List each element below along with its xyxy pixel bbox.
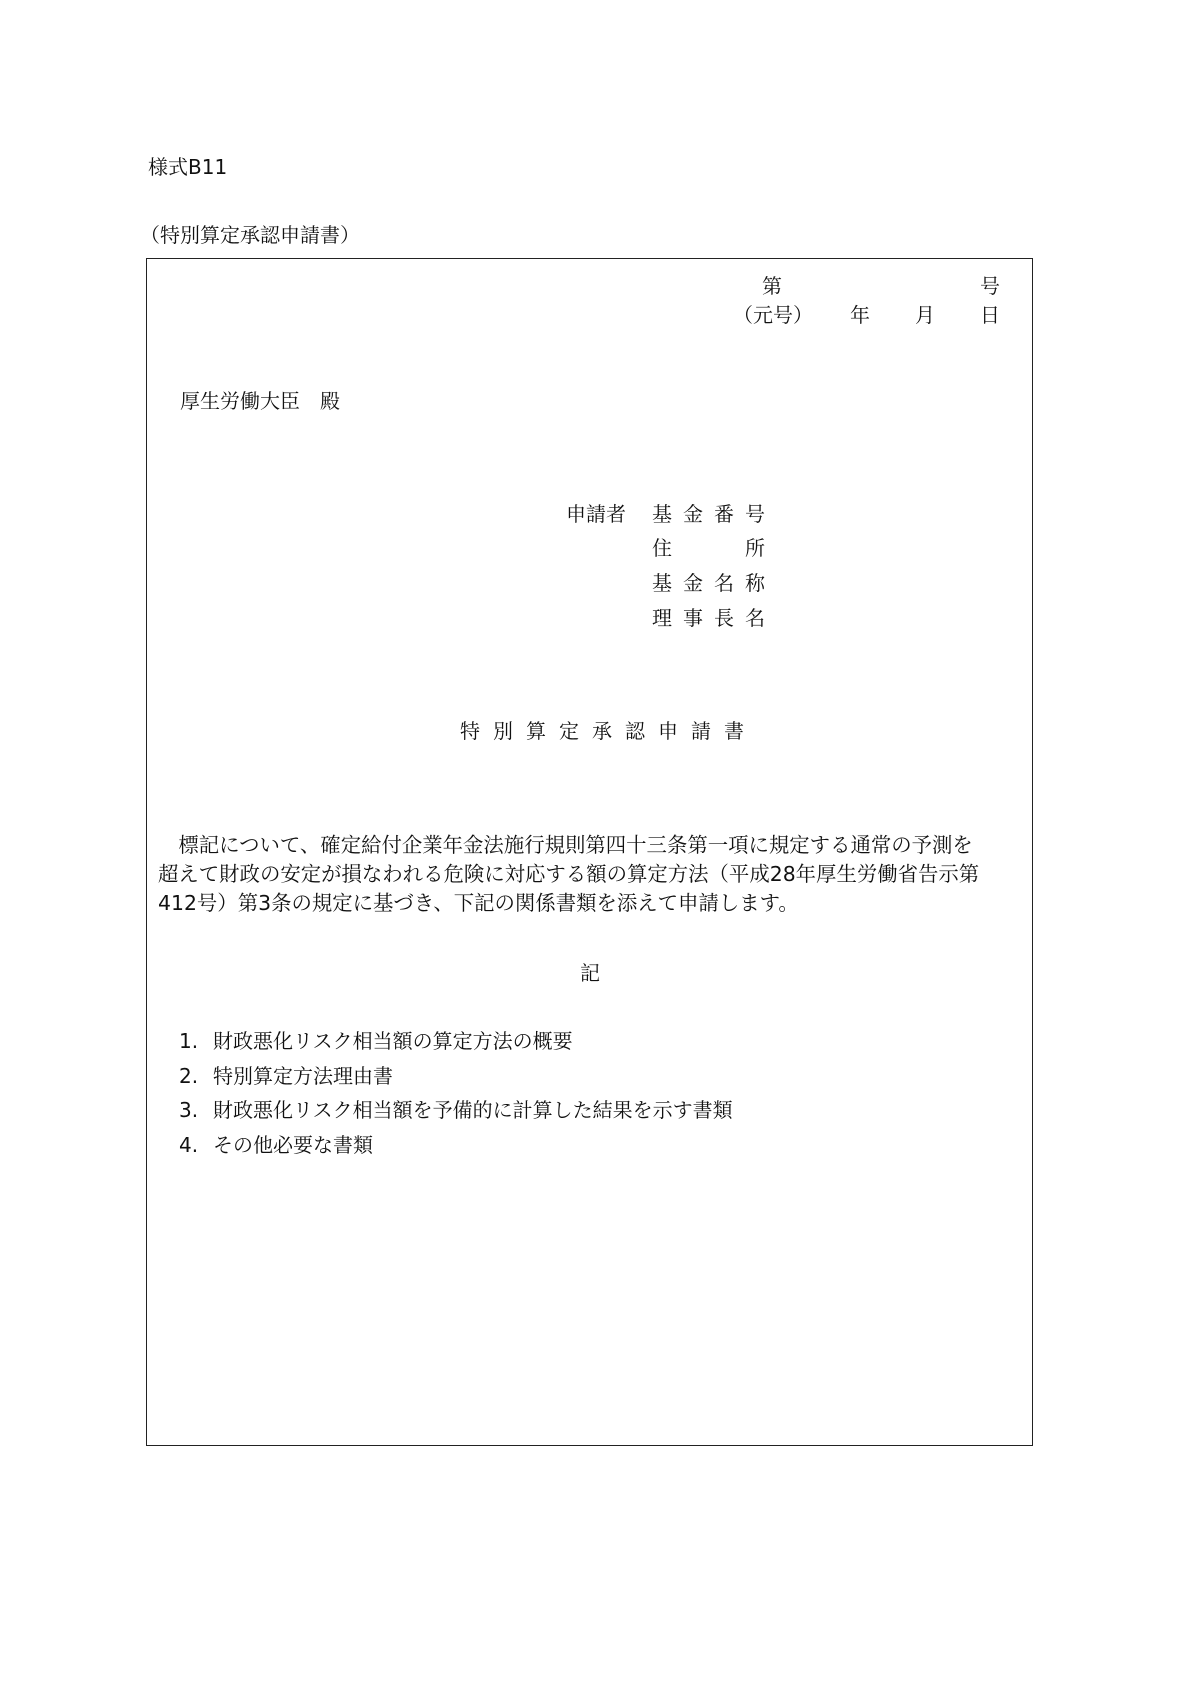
list-item [179, 1100, 733, 1120]
list-item [179, 1066, 393, 1086]
applicant-field-fund-name: 基金名称 [652, 571, 776, 595]
ki-heading: 記 [580, 961, 600, 985]
year-label: 年 [850, 303, 870, 327]
list-item [179, 1135, 373, 1155]
list-item-text: 財政悪化リスク相当額の算定方法の概要 [213, 1029, 573, 1053]
list-item-number: 2. [179, 1064, 199, 1088]
list-item-number: 3. [179, 1098, 199, 1122]
list-item-number: 4. [179, 1133, 199, 1157]
list-item-number: 1. [179, 1029, 199, 1053]
era-label: （元号） [733, 303, 813, 327]
list-item-text: 特別算定方法理由書 [213, 1064, 393, 1088]
form-id: 様式B11 [148, 155, 228, 179]
form-caption: （特別算定承認申請書） [140, 223, 360, 247]
list-item [179, 1031, 573, 1051]
addressee: 厚生労働大臣 殿 [180, 389, 340, 413]
day-label: 日 [980, 303, 1000, 327]
month-label: 月 [915, 303, 935, 327]
document-title: 特別算定承認申請書 [460, 719, 757, 743]
applicant-field-fund-number: 基金番号 [652, 502, 776, 526]
applicant-label: 申請者 [566, 502, 626, 526]
body-line-1: 標記について、確定給付企業年金法施行規則第四十三条第一項に規定する通常の予測を [158, 833, 973, 857]
number-prefix: 第 [762, 274, 782, 298]
list-item-text: その他必要な書類 [213, 1133, 373, 1157]
body-line-3: 412号）第3条の規定に基づき、下記の関係書類を添えて申請します。 [158, 891, 799, 915]
list-item-text: 財政悪化リスク相当額を予備的に計算した結果を示す書類 [213, 1098, 733, 1122]
body-line-2: 超えて財政の安定が損なわれる危険に対応する額の算定方法（平成28年厚生労働省告示第 [158, 862, 980, 886]
applicant-field-chairman-name: 理事長名 [652, 606, 776, 630]
number-suffix: 号 [980, 274, 1000, 298]
applicant-field-address: 住 所 [652, 536, 776, 560]
